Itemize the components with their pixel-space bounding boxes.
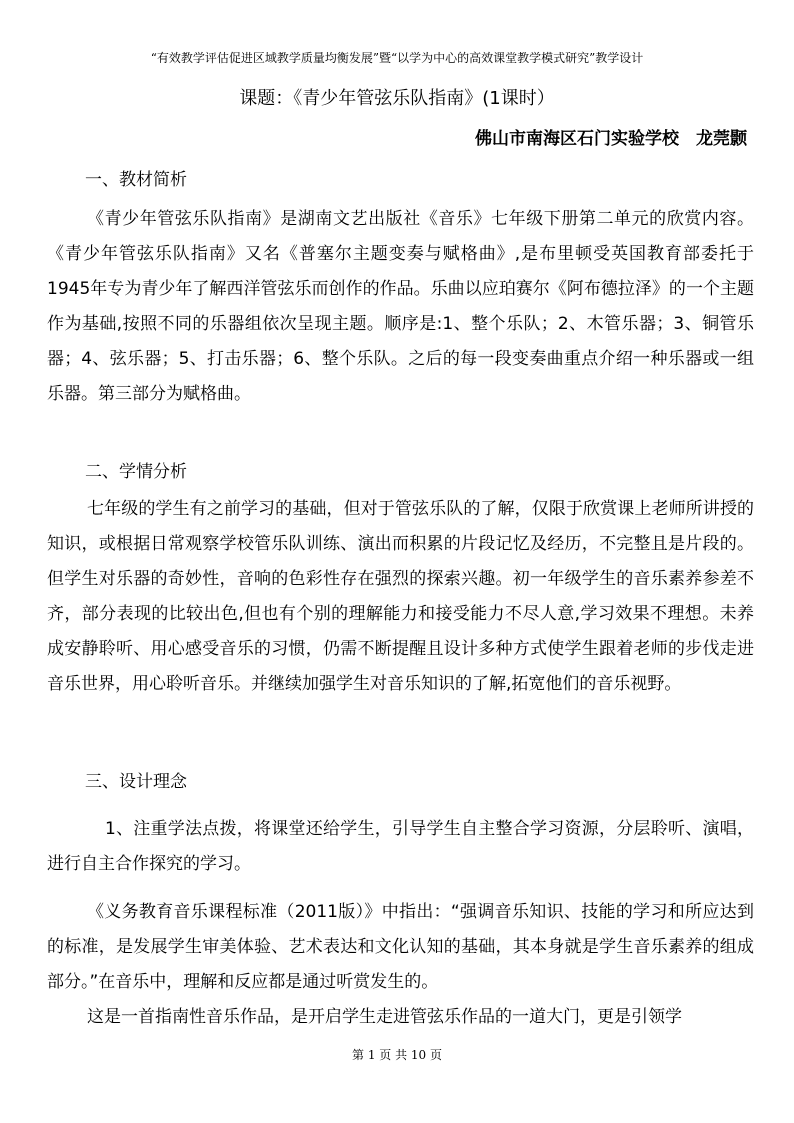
section-3-paragraph-1: 1、注重学法点拨，将课堂还给学生，引导学生自主整合学习资源，分层聆听、演唱，进行自主合作探究的学习。 bbox=[47, 819, 754, 874]
section-heading-3: 三、设计理念 bbox=[85, 772, 187, 792]
lesson-title: 课题：《青少年管弦乐队指南》(1课时） bbox=[239, 88, 555, 109]
section-1-paragraph: 《青少年管弦乐队指南》是湖南文艺出版社《音乐》七年级下册第二单元的欣赏内容。《青少年管弦乐队指南》又名《普塞尔主题变奏与赋格曲》,是布里顿受英国教育部委托于1945年专为青少年了解西洋管弦乐而创作的作品。乐曲以应珀赛尔《阿布德拉泽》的一个主题作为基础,按照不同的乐器组依次呈现主题。顺序是:1、整个乐队；2、木管乐器；3、铜管乐器；4、弦乐器；5、打击乐器；6、整个乐队。之后的每一段变奏曲重点介绍一种乐器或一组乐器。第三部分为赋格曲。 bbox=[47, 209, 754, 404]
author-line: 佛山市南海区石门实验学校 龙莞颢 bbox=[475, 129, 747, 149]
section-2-paragraph: 七年级的学生有之前学习的基础，但对于管弦乐队的了解，仅限于欣赏课上老师所讲授的知识，或根据日常观察学校管乐队训练、演出而积累的片段记忆及经历，不完整且是片段的。但学生对乐器的奇妙性，音响的色彩性存在强烈的探索兴趣。初一年级学生的音乐素养参差不齐，部分表现的比较出色,但也有个别的理解能力和接受能力不尽人意,学习效果不理想。未养成安静聆听、用心感受音乐的习惯，仍需不断提醒且设计多种方式使学生跟着老师的步伐走进音乐世界，用心聆听音乐。并继续加强学生对音乐知识的了解,拓宽他们的音乐视野。 bbox=[47, 499, 754, 694]
section-heading-2: 二、学情分析 bbox=[85, 462, 187, 482]
section-heading-1: 一、教材简析 bbox=[85, 170, 187, 190]
section-3-paragraph-2: 《义务教育音乐课程标准（2011版）》中指出：“强调音乐知识、技能的学习和所应达到的标准，是发展学生审美体验、艺术表达和文化认知的基础，其本身就是学生音乐素养的组成部分。”在音乐中，理解和反应都是通过听赏发生的。 bbox=[47, 902, 754, 992]
page-footer: 第 1 页 共 10 页 bbox=[352, 1048, 442, 1062]
section-3-paragraph-3: 这是一首指南性音乐作品，是开启学生走进管弦乐作品的一道大门，更是引领学 bbox=[87, 1007, 682, 1027]
running-header: “有效教学评估促进区域教学质量均衡发展”暨“以学为中心的高效课堂教学模式研究”教学设计 bbox=[150, 51, 644, 65]
